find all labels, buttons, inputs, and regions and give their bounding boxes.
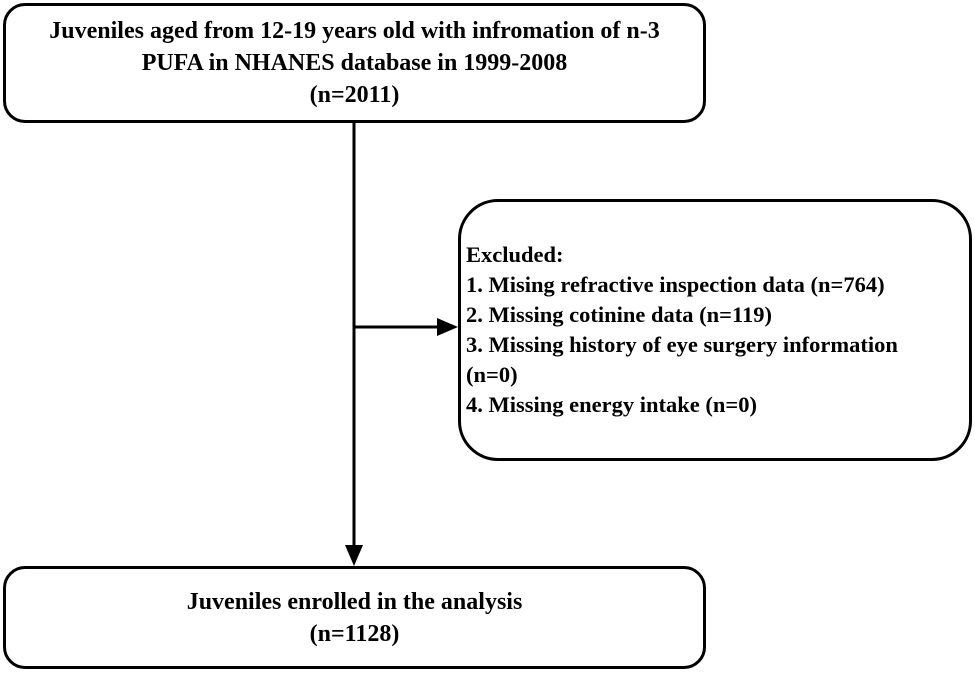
exclusion-heading: Excluded: bbox=[466, 242, 564, 267]
source-population-box bbox=[3, 3, 706, 123]
exclusion-item: 2. Missing cotinine data (n=119) bbox=[466, 302, 772, 327]
enrolled-population-label: Juveniles enrolled in the analysis bbox=[186, 588, 523, 615]
exclusion-item: 3. Missing history of eye surgery information bbox=[466, 332, 898, 357]
right-arrow-head bbox=[437, 318, 458, 336]
source-population-line-2: PUFA in NHANES database in 1999-2008 bbox=[141, 50, 568, 76]
exclusion-item: 1. Mising refractive inspection data (n=764) bbox=[466, 272, 885, 297]
source-population-line-1: Juveniles aged from 12-19 years old with infromation of n-3 bbox=[49, 18, 660, 44]
exclusion-item: (n=0) bbox=[466, 362, 518, 387]
exclusion-item: 4. Missing energy intake (n=0) bbox=[466, 392, 757, 417]
enrolled-population-box bbox=[3, 566, 706, 669]
source-population-count: (n=2011) bbox=[309, 82, 400, 108]
exclusion-criteria-box bbox=[458, 199, 972, 461]
enrolled-population-count: (n=1128) bbox=[309, 620, 400, 647]
down-arrow-head bbox=[345, 545, 363, 566]
